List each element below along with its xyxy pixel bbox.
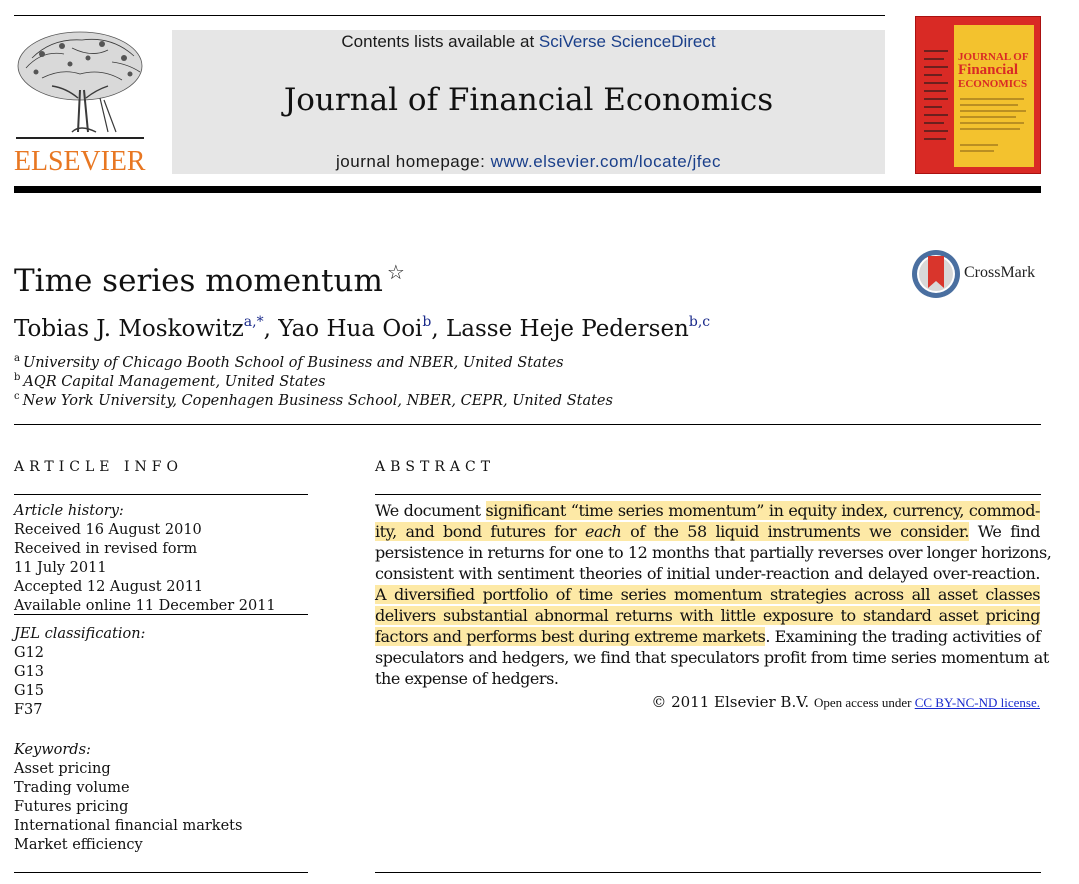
- journal-cover[interactable]: [915, 16, 1041, 174]
- abstract-text: We document: [375, 501, 486, 520]
- header-thick-rule: [14, 186, 1041, 193]
- abstract-heading: ABSTRACT: [375, 459, 496, 475]
- history-item: Received 16 August 2010: [14, 521, 202, 538]
- cover-title-line1: JOURNAL OF: [958, 51, 1029, 63]
- crossmark-icon: [910, 248, 962, 300]
- abstract-bottom-rule: [375, 872, 1041, 873]
- journal-homepage: [172, 151, 885, 173]
- jel-heading: JEL classification:: [14, 626, 146, 642]
- abstract-line: [375, 647, 1049, 668]
- author-name[interactable]: Tobias J. Moskowitz: [14, 316, 244, 342]
- jel-code: G13: [14, 663, 45, 680]
- author-affiliation-mark[interactable]: b,c: [688, 314, 711, 330]
- article-info-rule: [14, 494, 308, 495]
- license-link[interactable]: CC BY-NC-ND license.: [914, 695, 1040, 710]
- abstract-text: persistence in returns for one to 12 months that partially reverses over longer horizons,: [375, 543, 1052, 562]
- highlighted-text: A diversified portfolio of time series momentum strategies across all asset classes: [375, 585, 1040, 604]
- affiliation-text: University of Chicago Booth School of Business and NBER, United States: [22, 355, 564, 371]
- cover-panel: [954, 25, 1034, 167]
- highlighted-text: delivers substantial abnormal returns with little exposure to standard asset pricing: [375, 606, 1040, 625]
- highlighted-text: significant “time series momentum” in equity index, currency, commod-: [485, 501, 1040, 520]
- affiliation-mark: c: [14, 391, 20, 402]
- author-affiliation-mark[interactable]: a,*: [243, 314, 264, 330]
- contents-prefix: Contents lists available at: [341, 32, 539, 51]
- article-history: [14, 502, 276, 615]
- article-history-heading: Article history:: [14, 503, 124, 519]
- journal-title[interactable]: Journal of Financial Economics: [283, 82, 774, 118]
- keyword-item: Market efficiency: [14, 836, 143, 853]
- elsevier-tree-icon: [12, 28, 148, 146]
- abstract-line: [375, 584, 1040, 605]
- homepage-link[interactable]: www.elsevier.com/locate/jfec: [490, 152, 721, 171]
- abstract-line: [375, 605, 1040, 626]
- keyword-item: Asset pricing: [14, 760, 111, 777]
- abstract-text: speculators and hedgers, we find that speculators profit from time series momentum at: [375, 648, 1049, 667]
- abstract-rule: [375, 494, 1041, 495]
- cover-toc-lines-icon: [958, 95, 1030, 161]
- elsevier-logo[interactable]: [12, 28, 148, 178]
- sciencedirect-link[interactable]: SciVerse ScienceDirect: [538, 32, 716, 51]
- article-info-heading: ARTICLE INFO: [14, 459, 183, 475]
- keyword-item: International financial markets: [14, 817, 243, 834]
- author-affiliation-mark[interactable]: b: [422, 314, 432, 330]
- abstract-text: We find: [968, 522, 1040, 541]
- highlighted-text: factors and performs best during extreme markets: [375, 627, 766, 646]
- affiliation-text: New York University, Copenhagen Business School, NBER, CEPR, United States: [22, 393, 613, 409]
- crossmark-badge[interactable]: [910, 248, 1045, 300]
- abstract-line: [375, 563, 1040, 584]
- affiliation-item: [14, 387, 613, 411]
- abstract-line: [375, 626, 1040, 647]
- cover-contents-icon: [922, 47, 950, 147]
- article-title-text: Time series momentum: [14, 263, 383, 299]
- affiliation-mark: a: [14, 353, 20, 364]
- open-access-prefix: Open access under: [813, 695, 915, 710]
- jel-classification: [14, 625, 145, 720]
- abstract-line: [375, 668, 1040, 689]
- article-info-bottom-rule: [14, 872, 308, 873]
- homepage-prefix: journal homepage:: [336, 152, 491, 171]
- author-list: [14, 306, 710, 345]
- jel-code: F37: [14, 701, 43, 718]
- header-top-rule: [14, 15, 885, 16]
- abstract-text: consistent with sentiment theories of initial under-reaction and delayed over-reaction.: [375, 564, 1040, 583]
- affiliation-mark: b: [14, 372, 21, 383]
- crossmark-label: CrossMark: [964, 264, 1036, 281]
- cover-title: [958, 51, 1034, 90]
- affiliation-text: AQR Capital Management, United States: [23, 374, 326, 390]
- abstract-text: the expense of hedgers.: [375, 669, 559, 688]
- cover-title-line2: Financial: [958, 62, 1019, 78]
- author-separator: ,: [263, 316, 279, 342]
- author-name[interactable]: Yao Hua Ooi: [278, 316, 423, 342]
- highlighted-text: of the 58 liquid instruments we consider.: [621, 522, 969, 541]
- author-name[interactable]: Lasse Heje Pedersen: [446, 316, 689, 342]
- abstract-line: [375, 521, 1040, 542]
- abstract-line: [375, 542, 1052, 563]
- keywords: [14, 741, 242, 854]
- article-title: [14, 252, 405, 301]
- abstract-line: [375, 500, 1040, 521]
- highlighted-text: ity, and bond futures for: [375, 522, 585, 541]
- elsevier-logo-text: ELSEVIER: [14, 145, 146, 177]
- keyword-item: Futures pricing: [14, 798, 129, 815]
- highlighted-text: each: [584, 522, 622, 541]
- history-rule: [14, 614, 308, 615]
- title-footnote-star[interactable]: ☆: [386, 260, 405, 284]
- author-separator: ,: [431, 316, 447, 342]
- history-item: Received in revised form: [14, 540, 198, 557]
- journal-banner: [172, 30, 885, 174]
- affiliation-rule: [14, 424, 1041, 425]
- jel-code: G12: [14, 644, 45, 661]
- history-item: 11 July 2011: [14, 559, 107, 576]
- copyright-text: © 2011 Elsevier B.V.: [651, 693, 810, 711]
- abstract-text: . Examining the trading activities of: [765, 627, 1041, 646]
- contents-availability: [172, 31, 885, 53]
- keywords-heading: Keywords:: [14, 742, 91, 758]
- keyword-item: Trading volume: [14, 779, 130, 796]
- cover-title-line3: ECONOMICS: [958, 78, 1028, 90]
- history-item: Available online 11 December 2011: [14, 597, 276, 614]
- abstract-body: [375, 500, 1052, 689]
- copyright-line: [375, 691, 1040, 714]
- jel-code: G15: [14, 682, 45, 699]
- history-item: Accepted 12 August 2011: [14, 578, 204, 595]
